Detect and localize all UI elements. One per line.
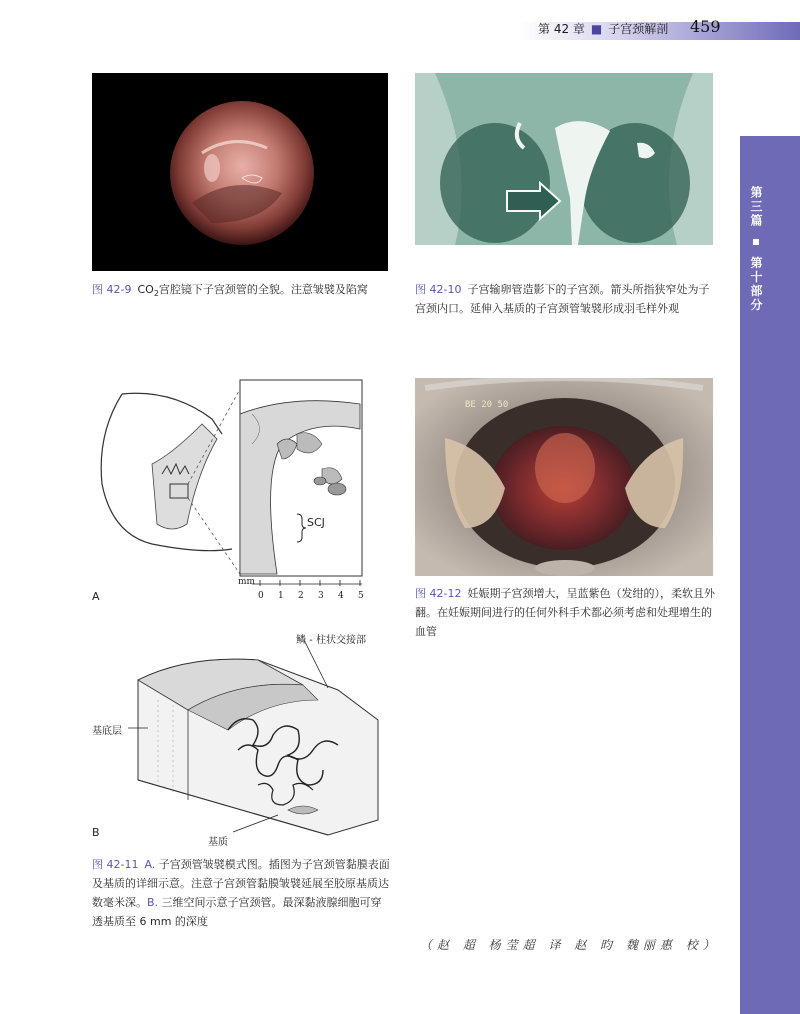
- panel-label-a: A: [92, 590, 100, 603]
- caption-fig-42-10: [415, 280, 715, 318]
- scale-tick: 4: [338, 591, 344, 601]
- caption-panel-ref-b: B.: [147, 896, 159, 909]
- caption-fig-42-9: [92, 280, 392, 303]
- chapter-title: 子宫颈解剖: [608, 22, 669, 36]
- caption-text: CO: [137, 283, 154, 296]
- scale-tick: 0: [258, 591, 264, 601]
- fig-number: 图 42-11: [92, 858, 139, 871]
- caption-text: 子宫输卵管造影下的子宫颈。箭头所指狭窄处为子宫颈内口。延伸入基质的子宫颈管皱襞形成羽毛样外观: [415, 283, 710, 315]
- caption-panel-ref-a: A.: [144, 858, 156, 871]
- page-number: 459: [690, 17, 721, 36]
- scj-label: SCJ: [307, 516, 325, 529]
- section-side-label: 第三篇 ▪ 第十部分: [749, 186, 763, 313]
- label-stroma: 基质: [208, 837, 228, 848]
- caption-text: 子宫颈管皱襞模式图。插图为子宫颈管黏膜表面及基质的详细示意。注意子宫颈管黏膜皱襞延展至胶原基质达数毫米深。: [92, 858, 390, 909]
- scale-tick: 3: [318, 591, 324, 601]
- fig-number: 图 42-12: [415, 587, 462, 600]
- caption-text: 三维空间示意子宫颈管。最深黏液腺细胞可穿透基质至 6 mm 的深度: [92, 896, 382, 928]
- photo-timestamp: BE 20 50: [465, 400, 509, 410]
- hysteroscopy-image: [92, 73, 388, 271]
- chapter-label: 第 42 章: [538, 22, 585, 36]
- scale-unit: mm: [238, 577, 256, 587]
- header-separator: ■: [590, 22, 603, 36]
- panel-label-b: B: [92, 826, 100, 839]
- caption-fig-42-11: [92, 855, 392, 931]
- caption-text: 宫腔镜下子宫颈管的全貌。注意皱襞及陷窝: [158, 283, 368, 296]
- label-sq-col-junction: 鳞 - 柱状交接部: [296, 635, 366, 646]
- scale-tick: 1: [278, 591, 284, 601]
- running-header: [538, 20, 668, 37]
- scale-tick: 2: [298, 591, 304, 601]
- caption-subscript: 2: [153, 289, 159, 299]
- fig-number: 图 42-10: [415, 283, 462, 296]
- cervical-canal-diagram-a: [92, 374, 372, 602]
- translators-credit: （赵 超 杨莹超 译 赵 昀 魏丽惠 校）: [420, 938, 720, 952]
- hysterosalpingogram-image: [415, 73, 713, 245]
- label-basal-layer: 基底层: [92, 726, 122, 737]
- scale-tick: 5: [358, 591, 364, 601]
- pregnancy-cervix-photo: [415, 378, 713, 576]
- fig-number: 图 42-9: [92, 283, 132, 296]
- caption-text: 妊娠期子宫颈增大，呈蓝紫色（发绀的），柔软且外翻。在妊娠期间进行的任何外科手术都必须考虑和处理增生的血管: [415, 587, 715, 638]
- caption-fig-42-12: [415, 584, 715, 641]
- cervical-canal-diagram-b: [128, 640, 390, 840]
